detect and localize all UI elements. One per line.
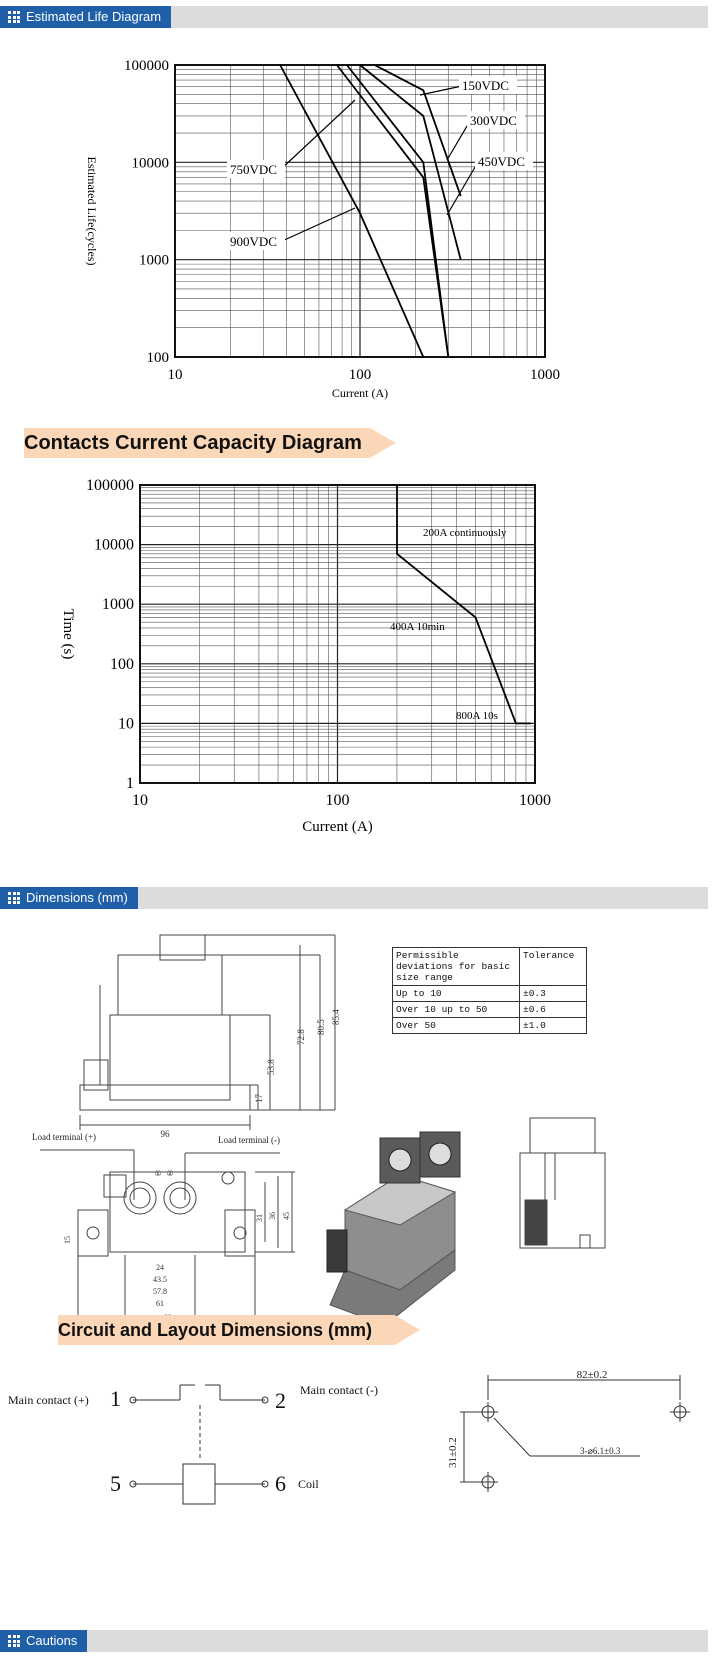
end-view-drawing: [520, 1118, 605, 1248]
relay-3d-view: [327, 1132, 460, 1325]
leader-line: [447, 121, 470, 160]
relay-terminal: [160, 935, 205, 960]
capacity-annotation: 400A 10min: [390, 621, 445, 633]
dim-label: 85.4: [331, 1009, 341, 1025]
capacity-banner-title: Contacts Current Capacity Diagram: [24, 432, 362, 454]
dim-label: 57.8: [153, 1287, 167, 1296]
y-tick-label: 100000: [124, 58, 169, 74]
series-label: 300VDC: [470, 113, 517, 128]
table-cell: ±0.6: [520, 1002, 587, 1018]
layout-hole-dim: 3-⌀6.1±0.3: [580, 1446, 621, 1456]
x-tick-label: 1000: [530, 367, 560, 383]
layout-height-dim: 31±0.2: [447, 1437, 459, 1468]
series-line: [347, 65, 448, 357]
section-title-cautions: Cautions: [26, 1633, 78, 1648]
table-header-cell: Tolerance: [520, 948, 587, 986]
connector: [104, 1175, 126, 1197]
dim-label: 17: [254, 1094, 264, 1103]
pin-number: 1: [110, 1386, 121, 1411]
series-line: [337, 65, 448, 357]
table-cell: Over 50: [393, 1018, 520, 1034]
section-title-life: Estimated Life Diagram: [26, 9, 162, 24]
y-tick-label: 100000: [86, 477, 134, 494]
x-tick-label: 100: [325, 792, 350, 809]
table-cell: ±0.3: [520, 986, 587, 1002]
y-tick-label: 10: [118, 715, 134, 733]
flange-right: [225, 1210, 255, 1256]
grid-icon: [8, 892, 20, 904]
y-tick-label: 10000: [94, 536, 134, 554]
dim-label: 43.5: [153, 1275, 167, 1284]
dim-label: 15: [63, 1236, 72, 1244]
relay-body: [110, 1015, 230, 1100]
grid-icon: [8, 1635, 20, 1647]
load-plus-label: Load terminal (+): [32, 1132, 97, 1142]
y-tick-label: 10000: [131, 155, 169, 172]
table-header-cell: Permissible deviations for basic size range: [393, 948, 520, 986]
terminal-minus: [164, 1182, 196, 1214]
relay-top: [118, 955, 222, 1015]
y-tick-label: 100: [110, 655, 134, 673]
terminal-plus: [124, 1182, 156, 1214]
coil-label: Coil: [298, 1477, 319, 1491]
main-contact-plus-label: Main contact (+): [8, 1393, 89, 1407]
table-row: [393, 986, 587, 1002]
dim-label: 45: [282, 1212, 291, 1220]
table-row: [393, 1002, 587, 1018]
load-minus-label: Load terminal (-): [218, 1135, 280, 1145]
x-tick-label: 1000: [519, 792, 551, 809]
series-label: 450VDC: [478, 154, 525, 169]
mount-hole: [222, 1172, 234, 1184]
pin-number: 2: [275, 1388, 286, 1413]
table-row: [393, 948, 587, 986]
y-tick-label: 1: [126, 775, 134, 792]
dim-width-label: 96: [160, 1129, 170, 1139]
dim-label: 53.8: [266, 1059, 276, 1075]
y-axis-label: Estimated Life(cycles): [85, 156, 99, 266]
x-tick-label: 100: [348, 367, 372, 383]
mount-hole: [87, 1227, 99, 1239]
x-axis-label: Current (A): [302, 819, 373, 835]
dim-label: 61: [156, 1299, 164, 1308]
capacity-chart: [0, 460, 715, 880]
series-label: 900VDC: [230, 234, 277, 249]
x-tick-label: 10: [132, 792, 148, 809]
table-row: [393, 1018, 587, 1034]
section-bar-dimensions: [0, 887, 708, 909]
y-axis-label: Time (s): [60, 608, 76, 660]
table-cell: Up to 10: [393, 986, 520, 1002]
circuit-banner-title: Circuit and Layout Dimensions (mm): [58, 1320, 373, 1340]
series-label: 750VDC: [230, 162, 277, 177]
capacity-annotation: 800A 10s: [456, 710, 498, 722]
layout-drawing: [460, 1375, 690, 1492]
series-label: 150VDC: [462, 78, 509, 93]
side-view-drawing: [0, 925, 715, 1145]
dim-label: 24: [156, 1263, 164, 1272]
dim-label: 80.5: [316, 1019, 326, 1035]
pin-mark: ②: [166, 1169, 174, 1178]
mount-hole: [234, 1227, 246, 1239]
capacity-banner: [24, 428, 396, 458]
section-tab-cautions: [0, 1630, 87, 1652]
top-view-drawing: [0, 1130, 715, 1330]
capacity-annotation: 200A continuously: [423, 527, 507, 539]
circuit-banner: [58, 1315, 420, 1345]
section-bar-cautions: [0, 1630, 708, 1652]
pin-number: 6: [275, 1471, 286, 1496]
table-cell: Over 10 up to 50: [393, 1002, 520, 1018]
y-tick-label: 100: [146, 350, 169, 366]
relay-base: [80, 1085, 250, 1110]
tolerance-table: [392, 947, 587, 1034]
coil-symbol: [183, 1464, 215, 1504]
life-chart: [0, 0, 715, 400]
main-contact-minus-label: Main contact (-): [300, 1383, 378, 1397]
dim-label: 31: [255, 1214, 264, 1222]
leader-line: [420, 86, 462, 95]
x-tick-label: 10: [167, 367, 183, 383]
dim-label: 36: [268, 1212, 277, 1220]
section-title-dimensions: Dimensions (mm): [26, 890, 128, 905]
section-tab-dimensions: [0, 887, 138, 909]
flange-left: [78, 1210, 108, 1256]
y-tick-label: 1000: [102, 596, 134, 614]
pin-number: 5: [110, 1471, 121, 1496]
leader-line: [280, 100, 355, 170]
pin-mark: ①: [154, 1169, 162, 1178]
circuit-diagram: [0, 1360, 715, 1530]
x-axis-label: Current (A): [331, 386, 389, 400]
y-tick-label: 1000: [139, 252, 169, 269]
table-cell: ±1.0: [520, 1018, 587, 1034]
layout-width-dim: 82±0.2: [576, 1369, 608, 1381]
dim-label: 72.8: [296, 1029, 306, 1045]
